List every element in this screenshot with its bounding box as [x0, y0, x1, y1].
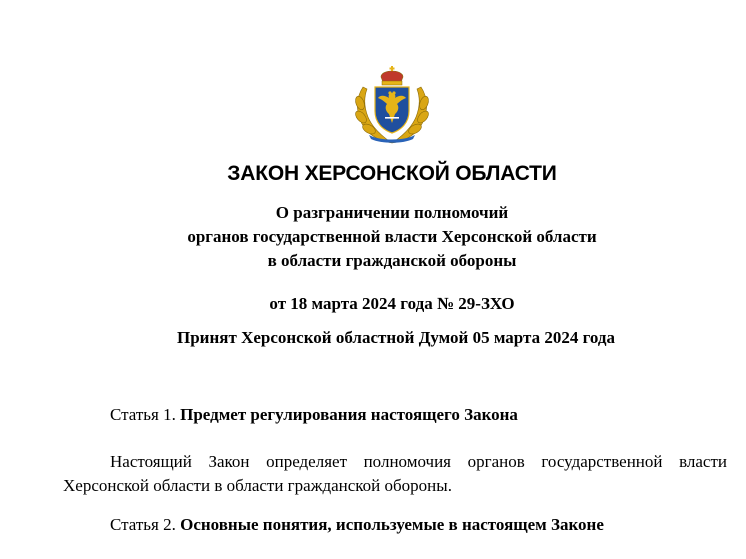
article-1-body: Настоящий Закон определяет полномочия органов государственной власти Херсонской области в области гражданской обороны.: [63, 452, 727, 495]
law-date-number: от 18 марта 2024 года № 29-ЗХО: [269, 294, 515, 313]
article-1-heading: [110, 405, 518, 425]
coat-of-arms-emblem: [349, 65, 435, 145]
article-title: Основные понятия, используемые в настоящем Законе: [180, 515, 604, 534]
subject-line: органов государственной власти Херсонской области: [187, 227, 597, 246]
article-number: Статья 2.: [110, 515, 176, 534]
adoption-statement: Принят Херсонской областной Думой 05 марта 2024 года: [177, 328, 615, 347]
law-title: ЗАКОН ХЕРСОНСКОЙ ОБЛАСТИ: [227, 162, 557, 185]
law-subject: [0, 201, 746, 273]
subject-line: О разграничении полномочий: [275, 203, 509, 222]
article-2-heading: [110, 515, 604, 535]
crown-icon: [381, 66, 403, 85]
article-number: Статья 1.: [110, 405, 176, 424]
article-title: Предмет регулирования настоящего Закона: [180, 405, 518, 424]
subject-line: в области гражданской обороны: [267, 251, 517, 270]
